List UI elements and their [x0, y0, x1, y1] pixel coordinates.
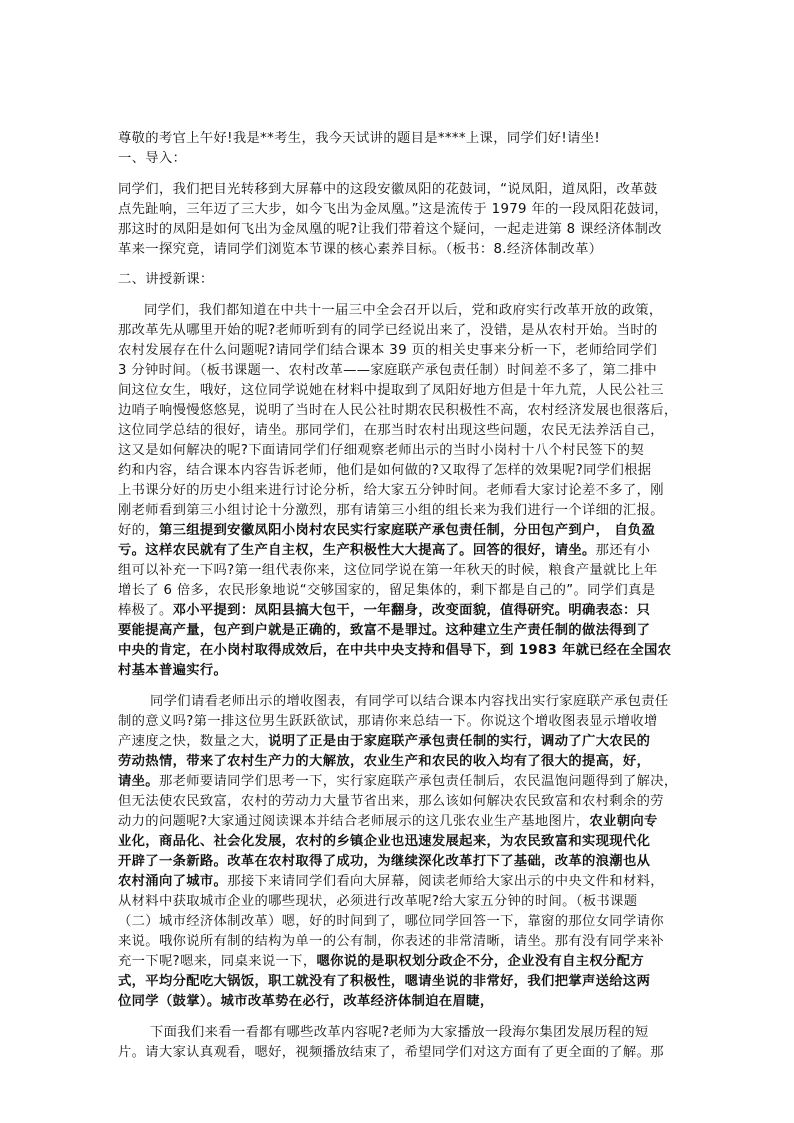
emphasis-text: 第三组提到安徽凤阳小岗村农民实行家庭联产承包责任制，分田包产到户， 自负盈 — [158, 523, 656, 538]
paragraph-line: 这又是如何解决的呢?下面请同学们仔细观察老师出示的当时小岗村十八个村民签下的契 — [118, 443, 644, 458]
paragraph-line: 间这位女生，哦好，这位同学说她在材料中提取到了凤阳好地方但是十年九荒，人民公社三 — [118, 383, 664, 398]
text-run: 动力的问题呢?大家通过阅读课本并结合老师展示的这几张农业生产基地图片， — [118, 814, 590, 829]
paragraph-line: 村基本普遍实行。 — [118, 663, 228, 678]
paragraph-line: 下面我们来看一看都有哪些改革内容呢?老师为大家播放一段海尔集团发展历程的短 — [150, 1025, 649, 1040]
intro-line: 那这时的凤阳是如何飞出为金凤凰的呢?让我们带着这个疑问，一起走进第 8 课经济体制改 — [118, 222, 662, 237]
paragraph-line: 从材料中获取城市企业的哪些现状，必须进行改革呢?给大家五分钟的时间。（板书课题 — [118, 894, 638, 909]
paragraph-line — [118, 872, 664, 892]
paragraph-line — [118, 852, 650, 872]
paragraph-line: 同学们请看老师出示的增收图表，有同学可以结合课本内容找出实行家庭联产承包责任 — [150, 694, 669, 709]
paragraph-line: 3 分钟时间。（板书课题一、农村改革——家庭联产承包责任制）时间差不多了，第二排中 — [118, 363, 657, 378]
paragraph-line — [118, 812, 658, 832]
text-run: 那老师要请同学们思考一下，实行家庭联产承包责任制后，农民温饱问题得到了解决， — [158, 774, 678, 789]
paragraph-line: 片。请大家认真观看，嗯好，视频播放结束了，希望同学们对这方面有了更全面的了解。那 — [118, 1045, 664, 1060]
text-run: 那还有小 — [595, 543, 651, 558]
emphasis-text: 改革在农村取得了成功，为继续深化改革打下了基础，改革的浪潮也从 — [227, 854, 651, 869]
paragraph-line: 这位同学总结的很好，请坐。那同学们，在那当时农村出现这些问题，农民无法养活自己， — [118, 423, 664, 438]
paragraph-line — [118, 601, 650, 621]
paragraph-line — [118, 952, 644, 972]
emphasis-text: 说明了正是由于家庭联产承包责任制的实行，调动了广大农民的 — [268, 734, 651, 749]
paragraph-line: 边哨子响慢慢悠悠晃，说明了当时在人民公社时期农民积极性不高，农村经济发展也很落后， — [118, 403, 678, 418]
paragraph-line: 中央的肯定，在小岗村取得成效后，在中共中央支持和倡导下，到 1983 年就已经在全国农 — [118, 643, 672, 658]
paragraph-line: 要能提高产量，包产到户就是正确的，致富不是罪过。这种建立生产责任制的做法得到了 — [118, 623, 651, 638]
paragraph-line: 业化，商品化、社会化发展，农村的乡镇企业也迅速发展起来，为农民致富和实现现代化 — [118, 834, 651, 849]
intro-line: 革来一探究竟，请同学们浏览本节课的核心素养目标。（板书：8.经济体制改革） — [118, 242, 603, 257]
text-run: 好的， — [118, 523, 159, 538]
section-heading-intro: 一、导入： — [118, 151, 187, 166]
section-heading-teaching: 二、讲授新课： — [118, 272, 214, 287]
paragraph-line: （二）城市经济体制改革）嗯，好的时间到了，哪位同学回答一下，靠窗的那位女同学请你 — [118, 914, 664, 929]
emphasis-text: 亏。这样农民就有了生产自主权，生产积极性大大提高了。回答的很好，请坐。 — [118, 543, 596, 558]
paragraph-line: 那改革先从哪里开始的呢?老师听到有的同学已经说出来了，没错，是从农村开始。当时的 — [118, 323, 658, 338]
paragraph-line: 劳动热情，带来了农村生产力的大解放，农业生产和农民的收入均有了很大的提高，好， — [118, 754, 651, 769]
paragraph-line: 位同学（鼓掌）。城市改革势在必行，改革经济体制迫在眉睫， — [118, 994, 494, 1009]
text-run: 棒极了。 — [118, 603, 173, 618]
emphasis-text: 开辟了一条新路。 — [118, 854, 228, 869]
paragraph-line — [118, 521, 655, 541]
greeting-line: 尊敬的考官上午好!我是**考生，我今天试讲的题目是****上课，同学们好!请坐! — [118, 131, 601, 146]
paragraph-line: 约和内容，结合课本内容告诉老师，他们是如何做的?又取得了怎样的效果呢?同学们根据 — [118, 463, 652, 478]
emphasis-text: 农村涌向了城市。 — [118, 874, 228, 889]
text-run: 产速度之快，数量之大， — [118, 734, 269, 749]
paragraph-line: 同学们，我们都知道在中共十一届三中全会召开以后，党和政府实行改革开放的政策， — [144, 303, 663, 318]
paragraph-line: 刚老师看到第三小组讨论十分激烈，那有请第三小组的组长来为我们进行一个详细的汇报。 — [118, 503, 664, 518]
emphasis-text: 农业朝向专 — [589, 814, 658, 829]
text-run: 充一下呢?嗯来，同桌来说一下， — [118, 954, 317, 969]
paragraph-line: 上书课分好的历史小组来进行讨论分析，给大家五分钟时间。老师看大家讨论差不多了，刚 — [118, 483, 664, 498]
paragraph-line: 农村发展存在什么问题呢?请同学们结合课本 39 页的相关史事来分析一下，老师给同学们 — [118, 343, 658, 358]
paragraph-line: 增长了 6 倍多，农民形象地说“交够国家的，留足集体的，剩下都是自己的”。同学们真是 — [118, 583, 656, 598]
paragraph-line — [118, 732, 650, 752]
paragraph-line: 制的意义吗?第一排这位男生跃跃欲试，那请你来总结一下。你说这个增收图表显示增收增 — [118, 714, 658, 729]
emphasis-text: 请坐。 — [118, 774, 159, 789]
intro-line: 点先趾响，三年迈了三大步，如今飞出为金凤凰。”这是流传于 1979 年的一段凤阳花鼓词， — [118, 202, 668, 217]
paragraph-line — [118, 541, 650, 561]
emphasis-text: 邓小平提到：凤阳县搞大包干，一年翻身，改变面貌，值得研究。明确表态：只 — [172, 603, 651, 618]
paragraph-line: 组可以补充一下吗?第一组代表你来，这位同学说在第一年秋天的时候，粮食产量就比上年 — [118, 563, 658, 578]
intro-line: 同学们，我们把目光转移到大屏幕中的这段安徽凤阳的花鼓词，“说凤阳，道凤阳，改革鼓 — [118, 182, 658, 197]
paragraph-line — [118, 772, 678, 792]
paragraph-line: 式，平均分配吃大锅饭，职工就没有了积极性，嗯请坐说的非常好，我们把掌声送给这两 — [118, 974, 651, 989]
paragraph-line: 但无法使农民致富，农村的劳动力大量节省出来，那么该如何解决农民致富和农村剩余的劳 — [118, 794, 664, 809]
paragraph-line: 来说。哦你说所有制的结构为单一的公有制，你表述的非常清晰，请坐。那有没有同学来补 — [118, 934, 664, 949]
emphasis-text: 嗯你说的是职权划分政企不分，企业没有自主权分配方 — [316, 954, 644, 969]
text-run: 那接下来请同学们看向大屏幕，阅读老师给大家出示的中央文件和材料， — [227, 874, 664, 889]
